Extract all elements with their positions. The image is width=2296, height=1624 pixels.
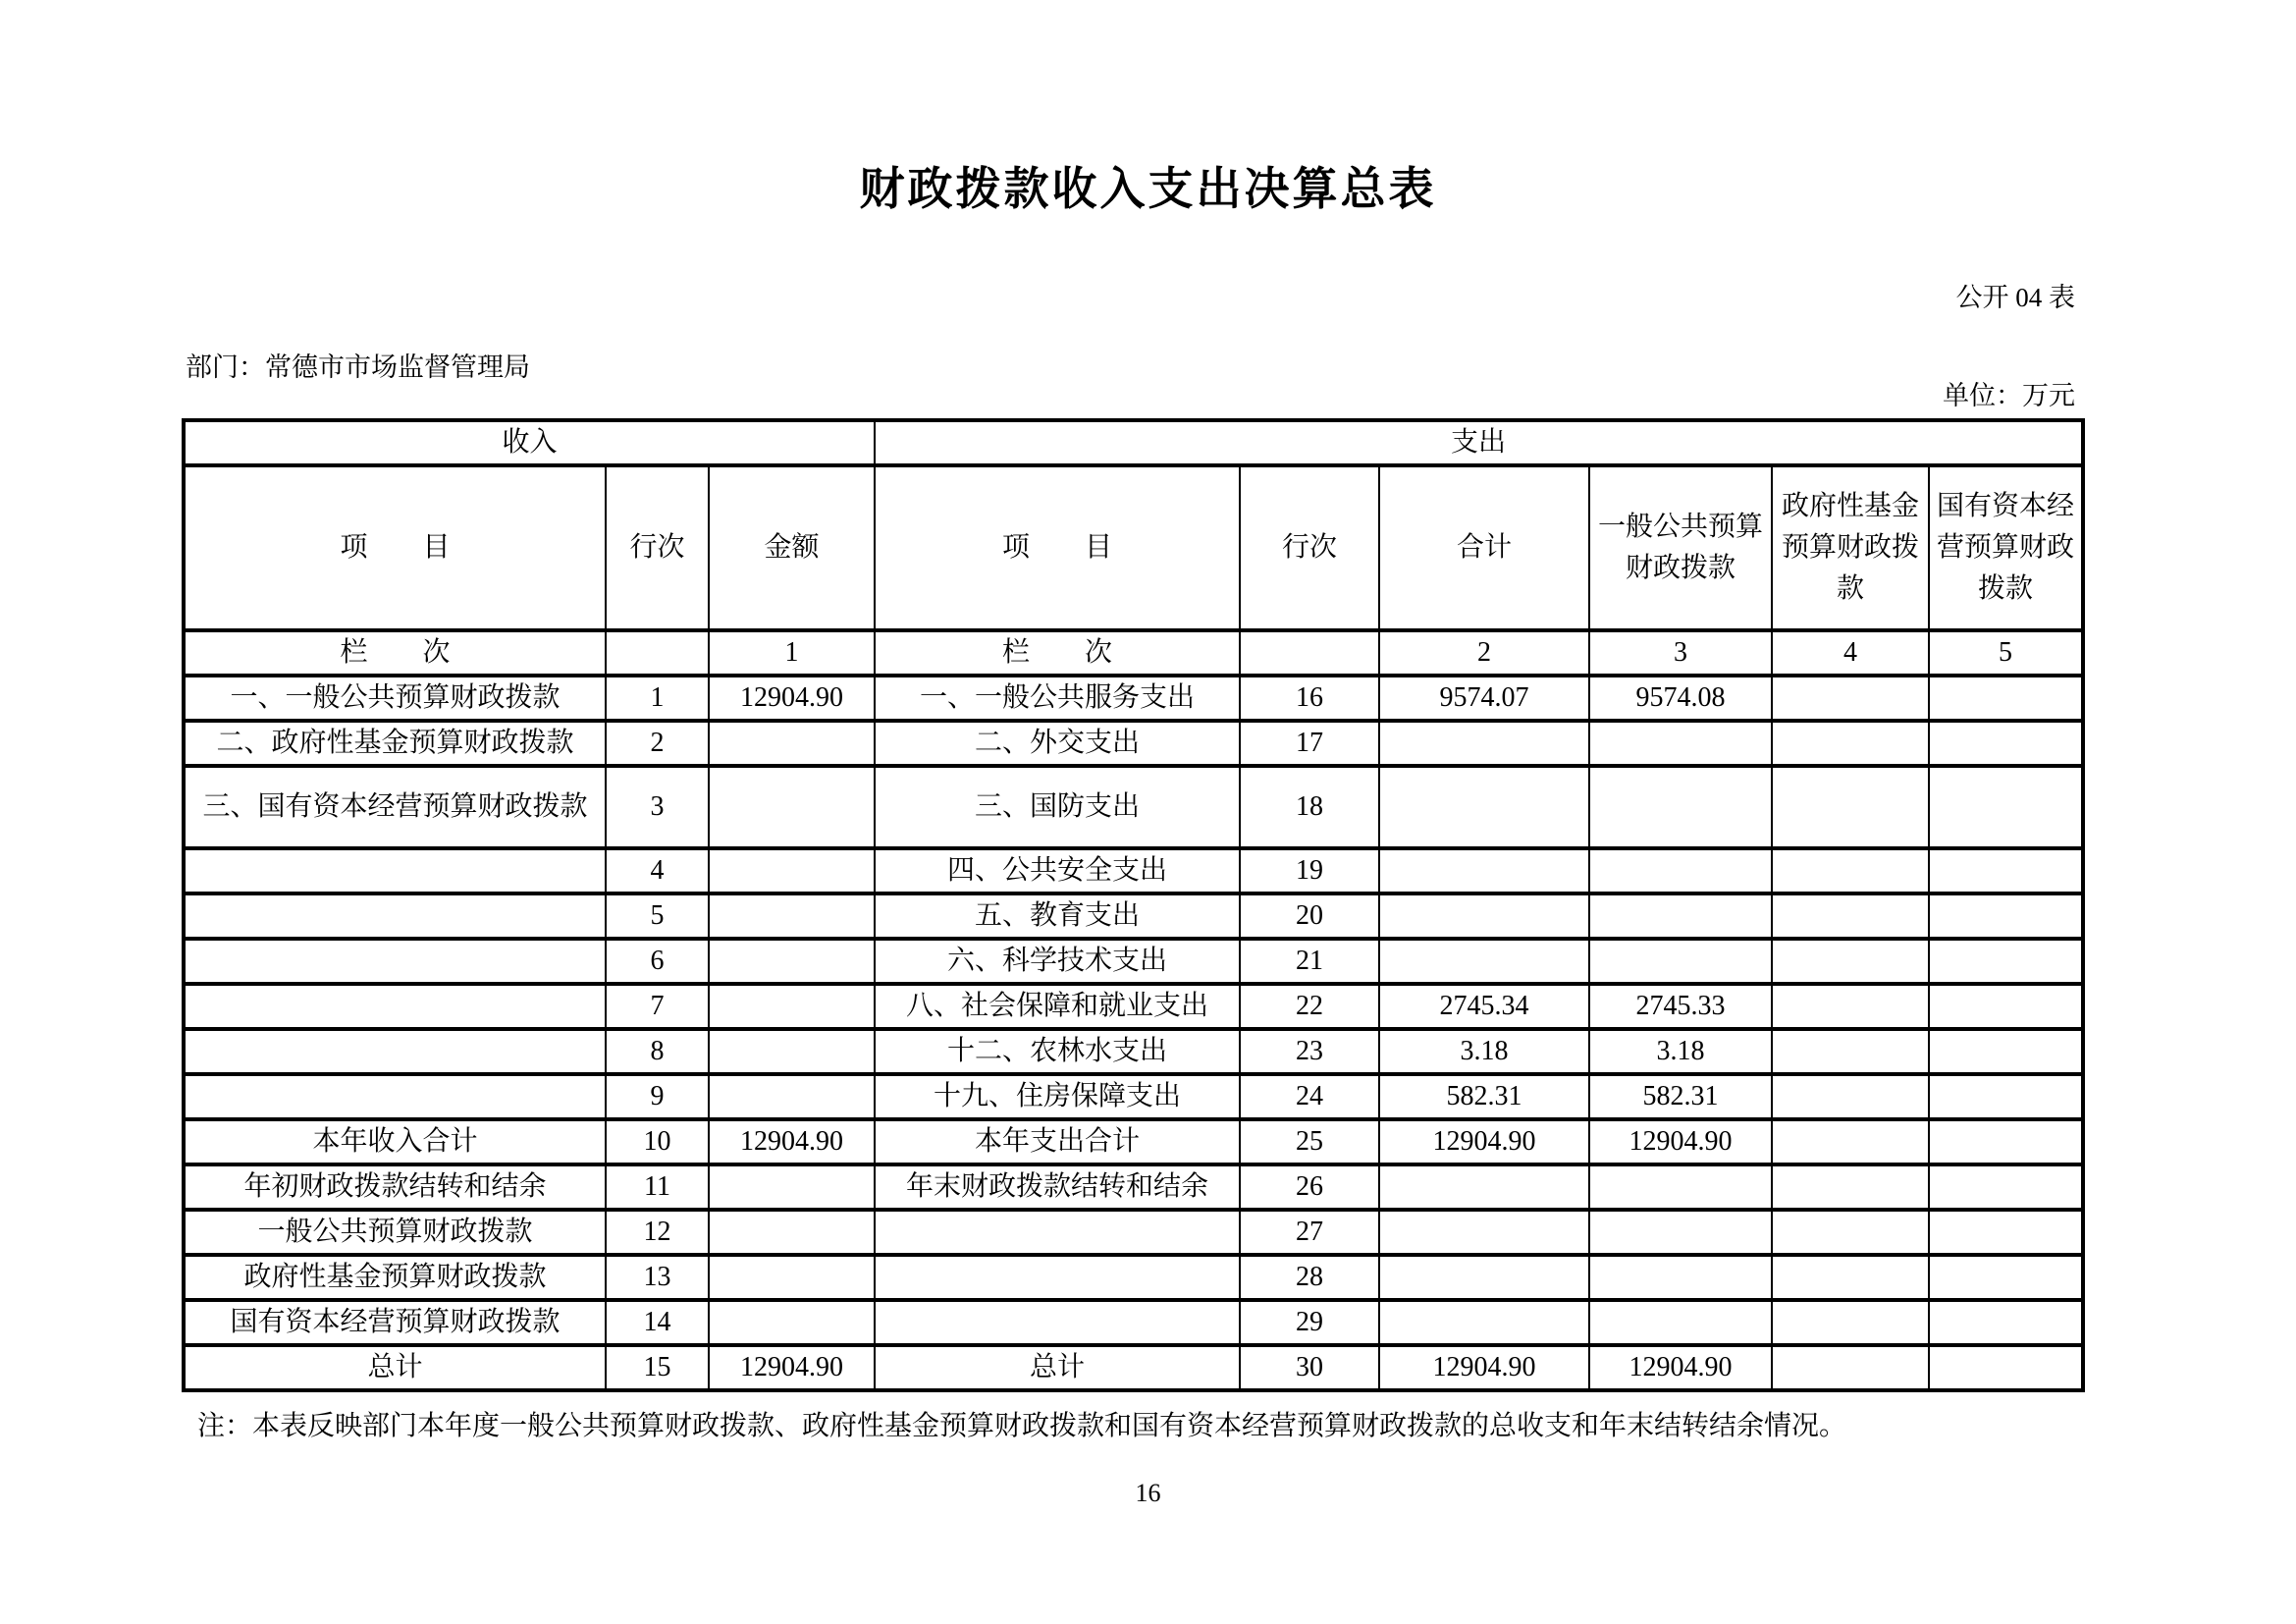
expense-total-cell [1379, 1255, 1589, 1300]
expense-gov-fund-cell [1772, 1210, 1929, 1255]
page-title: 财政拨款收入支出决算总表 [859, 164, 1437, 214]
expense-row-no-cell: 18 [1240, 766, 1379, 848]
income-row-no-cell: 1 [606, 676, 709, 721]
income-row-no-cell: 2 [606, 721, 709, 766]
table-body [184, 676, 2083, 1390]
expense-general-cell [1589, 1164, 1772, 1210]
expense-total-header: 合计 [1379, 465, 1589, 630]
expense-row-no-cell: 20 [1240, 893, 1379, 939]
income-amount-cell [709, 1255, 875, 1300]
income-row-no-cell: 14 [606, 1300, 709, 1345]
table-row [184, 893, 2083, 939]
expense-general-cell: 12904.90 [1589, 1345, 1772, 1390]
expense-general-cell: 2745.33 [1589, 984, 1772, 1029]
income-item-cell: 国有资本经营预算财政拨款 [184, 1300, 606, 1345]
expense-row-no-index [1240, 630, 1379, 676]
expense-state-capital-cell [1929, 1119, 2083, 1164]
table-row [184, 1345, 2083, 1390]
income-item-cell [184, 893, 606, 939]
expense-state-capital-header: 国有资本经营预算财政拨款 [1929, 465, 2083, 630]
income-item-cell [184, 939, 606, 984]
expense-row-no-cell: 16 [1240, 676, 1379, 721]
column-header-row [184, 465, 2083, 630]
expense-general-cell: 3.18 [1589, 1029, 1772, 1074]
expense-total-cell: 12904.90 [1379, 1345, 1589, 1390]
expense-state-capital-cell [1929, 1074, 2083, 1119]
expense-gov-fund-cell [1772, 766, 1929, 848]
income-item-header: 项 目 [184, 465, 606, 630]
expense-general-cell [1589, 1300, 1772, 1345]
income-amount-cell [709, 1164, 875, 1210]
income-amount-cell [709, 1074, 875, 1119]
fiscal-table [182, 418, 2085, 1392]
expense-general-cell [1589, 848, 1772, 893]
expense-general-cell: 9574.08 [1589, 676, 1772, 721]
expense-row-no-cell: 29 [1240, 1300, 1379, 1345]
income-item-cell: 总计 [184, 1345, 606, 1390]
expense-gov-fund-cell [1772, 721, 1929, 766]
section-header-row [184, 420, 2083, 465]
expense-row-no-cell: 28 [1240, 1255, 1379, 1300]
table-row [184, 939, 2083, 984]
income-amount-cell: 12904.90 [709, 1345, 875, 1390]
table-row [184, 848, 2083, 893]
expense-state-capital-cell [1929, 1029, 2083, 1074]
expense-state-capital-cell [1929, 1255, 2083, 1300]
expense-total-cell: 3.18 [1379, 1029, 1589, 1074]
expense-item-header: 项 目 [875, 465, 1240, 630]
expense-item-cell: 五、教育支出 [875, 893, 1240, 939]
department-line: 部门：常德市市场监督管理局 [186, 352, 530, 382]
expense-total-cell [1379, 939, 1589, 984]
expense-item-cell: 十九、住房保障支出 [875, 1074, 1240, 1119]
income-section-header: 收入 [184, 420, 875, 465]
expense-row-no-header: 行次 [1240, 465, 1379, 630]
expense-item-cell: 一、一般公共服务支出 [875, 676, 1240, 721]
expense-row-no-cell: 25 [1240, 1119, 1379, 1164]
income-amount-header: 金额 [709, 465, 875, 630]
table-row [184, 1119, 2083, 1164]
expense-general-cell: 12904.90 [1589, 1119, 1772, 1164]
income-amount-cell [709, 984, 875, 1029]
table-row [184, 1074, 2083, 1119]
table-row [184, 1164, 2083, 1210]
expense-total-cell [1379, 721, 1589, 766]
expense-item-cell: 六、科学技术支出 [875, 939, 1240, 984]
expense-state-capital-cell [1929, 1164, 2083, 1210]
expense-gov-fund-cell [1772, 893, 1929, 939]
income-row-no-cell: 6 [606, 939, 709, 984]
expense-state-capital-index: 5 [1929, 630, 2083, 676]
income-row-no-index [606, 630, 709, 676]
expense-gov-fund-cell [1772, 1029, 1929, 1074]
page-number: 16 [1135, 1478, 1161, 1507]
income-amount-cell [709, 1300, 875, 1345]
expense-total-cell [1379, 893, 1589, 939]
income-amount-cell [709, 721, 875, 766]
income-row-no-cell: 13 [606, 1255, 709, 1300]
expense-state-capital-cell [1929, 721, 2083, 766]
income-amount-cell [709, 848, 875, 893]
income-item-cell: 一、一般公共预算财政拨款 [184, 676, 606, 721]
expense-general-cell [1589, 1210, 1772, 1255]
expense-total-cell: 12904.90 [1379, 1119, 1589, 1164]
expense-row-no-cell: 24 [1240, 1074, 1379, 1119]
income-item-cell [184, 848, 606, 893]
footnote: 注：本表反映部门本年度一般公共预算财政拨款、政府性基金预算财政拨款和国有资本经营预算财政拨款的总收支和年末结转结余情况。 [197, 1410, 1847, 1441]
expense-item-cell: 三、国防支出 [875, 766, 1240, 848]
expense-general-cell [1589, 721, 1772, 766]
table-row [184, 721, 2083, 766]
income-item-cell: 政府性基金预算财政拨款 [184, 1255, 606, 1300]
table-row [184, 676, 2083, 721]
expense-gov-fund-cell [1772, 1300, 1929, 1345]
income-amount-cell [709, 766, 875, 848]
income-row-no-cell: 9 [606, 1074, 709, 1119]
expense-gov-fund-cell [1772, 1345, 1929, 1390]
expense-state-capital-cell [1929, 893, 2083, 939]
income-item-cell: 年初财政拨款结转和结余 [184, 1164, 606, 1210]
expense-total-cell: 582.31 [1379, 1074, 1589, 1119]
table-row [184, 1210, 2083, 1255]
expense-state-capital-cell [1929, 1345, 2083, 1390]
income-amount-index: 1 [709, 630, 875, 676]
income-item-cell [184, 984, 606, 1029]
expense-state-capital-cell [1929, 984, 2083, 1029]
income-item-cell: 三、国有资本经营预算财政拨款 [184, 766, 606, 848]
table-row [184, 1300, 2083, 1345]
expense-state-capital-cell [1929, 848, 2083, 893]
income-amount-cell: 12904.90 [709, 676, 875, 721]
income-amount-cell [709, 893, 875, 939]
income-item-cell: 本年收入合计 [184, 1119, 606, 1164]
table-row [184, 1255, 2083, 1300]
income-row-no-cell: 11 [606, 1164, 709, 1210]
expense-item-cell: 二、外交支出 [875, 721, 1240, 766]
expense-total-cell [1379, 766, 1589, 848]
expense-general-cell [1589, 766, 1772, 848]
expense-state-capital-cell [1929, 1300, 2083, 1345]
expense-index-label: 栏 次 [875, 630, 1240, 676]
expense-gov-fund-cell [1772, 676, 1929, 721]
expense-item-cell [875, 1255, 1240, 1300]
expense-general-cell [1589, 939, 1772, 984]
expense-row-no-cell: 21 [1240, 939, 1379, 984]
income-row-no-cell: 15 [606, 1345, 709, 1390]
expense-state-capital-cell [1929, 676, 2083, 721]
expense-gov-fund-cell [1772, 848, 1929, 893]
unit-line: 单位：万元 [1943, 380, 2075, 410]
expense-row-no-cell: 22 [1240, 984, 1379, 1029]
expense-total-cell [1379, 1300, 1589, 1345]
table-row [184, 766, 2083, 848]
expense-gov-fund-index: 4 [1772, 630, 1929, 676]
income-row-no-cell: 4 [606, 848, 709, 893]
income-item-cell: 一般公共预算财政拨款 [184, 1210, 606, 1255]
expense-gov-fund-cell [1772, 984, 1929, 1029]
expense-state-capital-cell [1929, 766, 2083, 848]
income-row-no-cell: 5 [606, 893, 709, 939]
expense-gov-fund-header: 政府性基金预算财政拨款 [1772, 465, 1929, 630]
expense-row-no-cell: 27 [1240, 1210, 1379, 1255]
expense-general-index: 3 [1589, 630, 1772, 676]
expense-total-cell [1379, 1210, 1589, 1255]
expense-item-cell: 本年支出合计 [875, 1119, 1240, 1164]
income-row-no-cell: 10 [606, 1119, 709, 1164]
income-item-cell [184, 1029, 606, 1074]
income-row-no-header: 行次 [606, 465, 709, 630]
expense-state-capital-cell [1929, 939, 2083, 984]
expense-row-no-cell: 17 [1240, 721, 1379, 766]
expense-item-cell: 总计 [875, 1345, 1240, 1390]
expense-item-cell [875, 1300, 1240, 1345]
income-amount-cell: 12904.90 [709, 1119, 875, 1164]
column-index-row [184, 630, 2083, 676]
table-row [184, 984, 2083, 1029]
income-item-cell [184, 1074, 606, 1119]
expense-row-no-cell: 26 [1240, 1164, 1379, 1210]
expense-state-capital-cell [1929, 1210, 2083, 1255]
expense-general-header: 一般公共预算财政拨款 [1589, 465, 1772, 630]
expense-total-cell: 2745.34 [1379, 984, 1589, 1029]
expense-general-cell [1589, 1255, 1772, 1300]
expense-general-cell: 582.31 [1589, 1074, 1772, 1119]
income-amount-cell [709, 939, 875, 984]
expense-gov-fund-cell [1772, 1119, 1929, 1164]
expense-item-cell: 四、公共安全支出 [875, 848, 1240, 893]
expense-section-header: 支出 [875, 420, 2083, 465]
expense-row-no-cell: 23 [1240, 1029, 1379, 1074]
income-row-no-cell: 3 [606, 766, 709, 848]
expense-total-cell [1379, 848, 1589, 893]
expense-total-cell [1379, 1164, 1589, 1210]
income-amount-cell [709, 1029, 875, 1074]
expense-gov-fund-cell [1772, 1255, 1929, 1300]
form-label: 公开 04 表 [1955, 282, 2075, 312]
expense-gov-fund-cell [1772, 1074, 1929, 1119]
expense-general-cell [1589, 893, 1772, 939]
expense-total-cell: 9574.07 [1379, 676, 1589, 721]
income-amount-cell [709, 1210, 875, 1255]
expense-total-index: 2 [1379, 630, 1589, 676]
expense-item-cell: 十二、农林水支出 [875, 1029, 1240, 1074]
expense-item-cell: 年末财政拨款结转和结余 [875, 1164, 1240, 1210]
income-row-no-cell: 7 [606, 984, 709, 1029]
expense-gov-fund-cell [1772, 1164, 1929, 1210]
expense-item-cell: 八、社会保障和就业支出 [875, 984, 1240, 1029]
expense-item-cell [875, 1210, 1240, 1255]
expense-gov-fund-cell [1772, 939, 1929, 984]
income-index-label: 栏 次 [184, 630, 606, 676]
expense-row-no-cell: 30 [1240, 1345, 1379, 1390]
sheet [182, 276, 2081, 1508]
expense-row-no-cell: 19 [1240, 848, 1379, 893]
table-row [184, 1029, 2083, 1074]
income-row-no-cell: 8 [606, 1029, 709, 1074]
income-row-no-cell: 12 [606, 1210, 709, 1255]
income-item-cell: 二、政府性基金预算财政拨款 [184, 721, 606, 766]
